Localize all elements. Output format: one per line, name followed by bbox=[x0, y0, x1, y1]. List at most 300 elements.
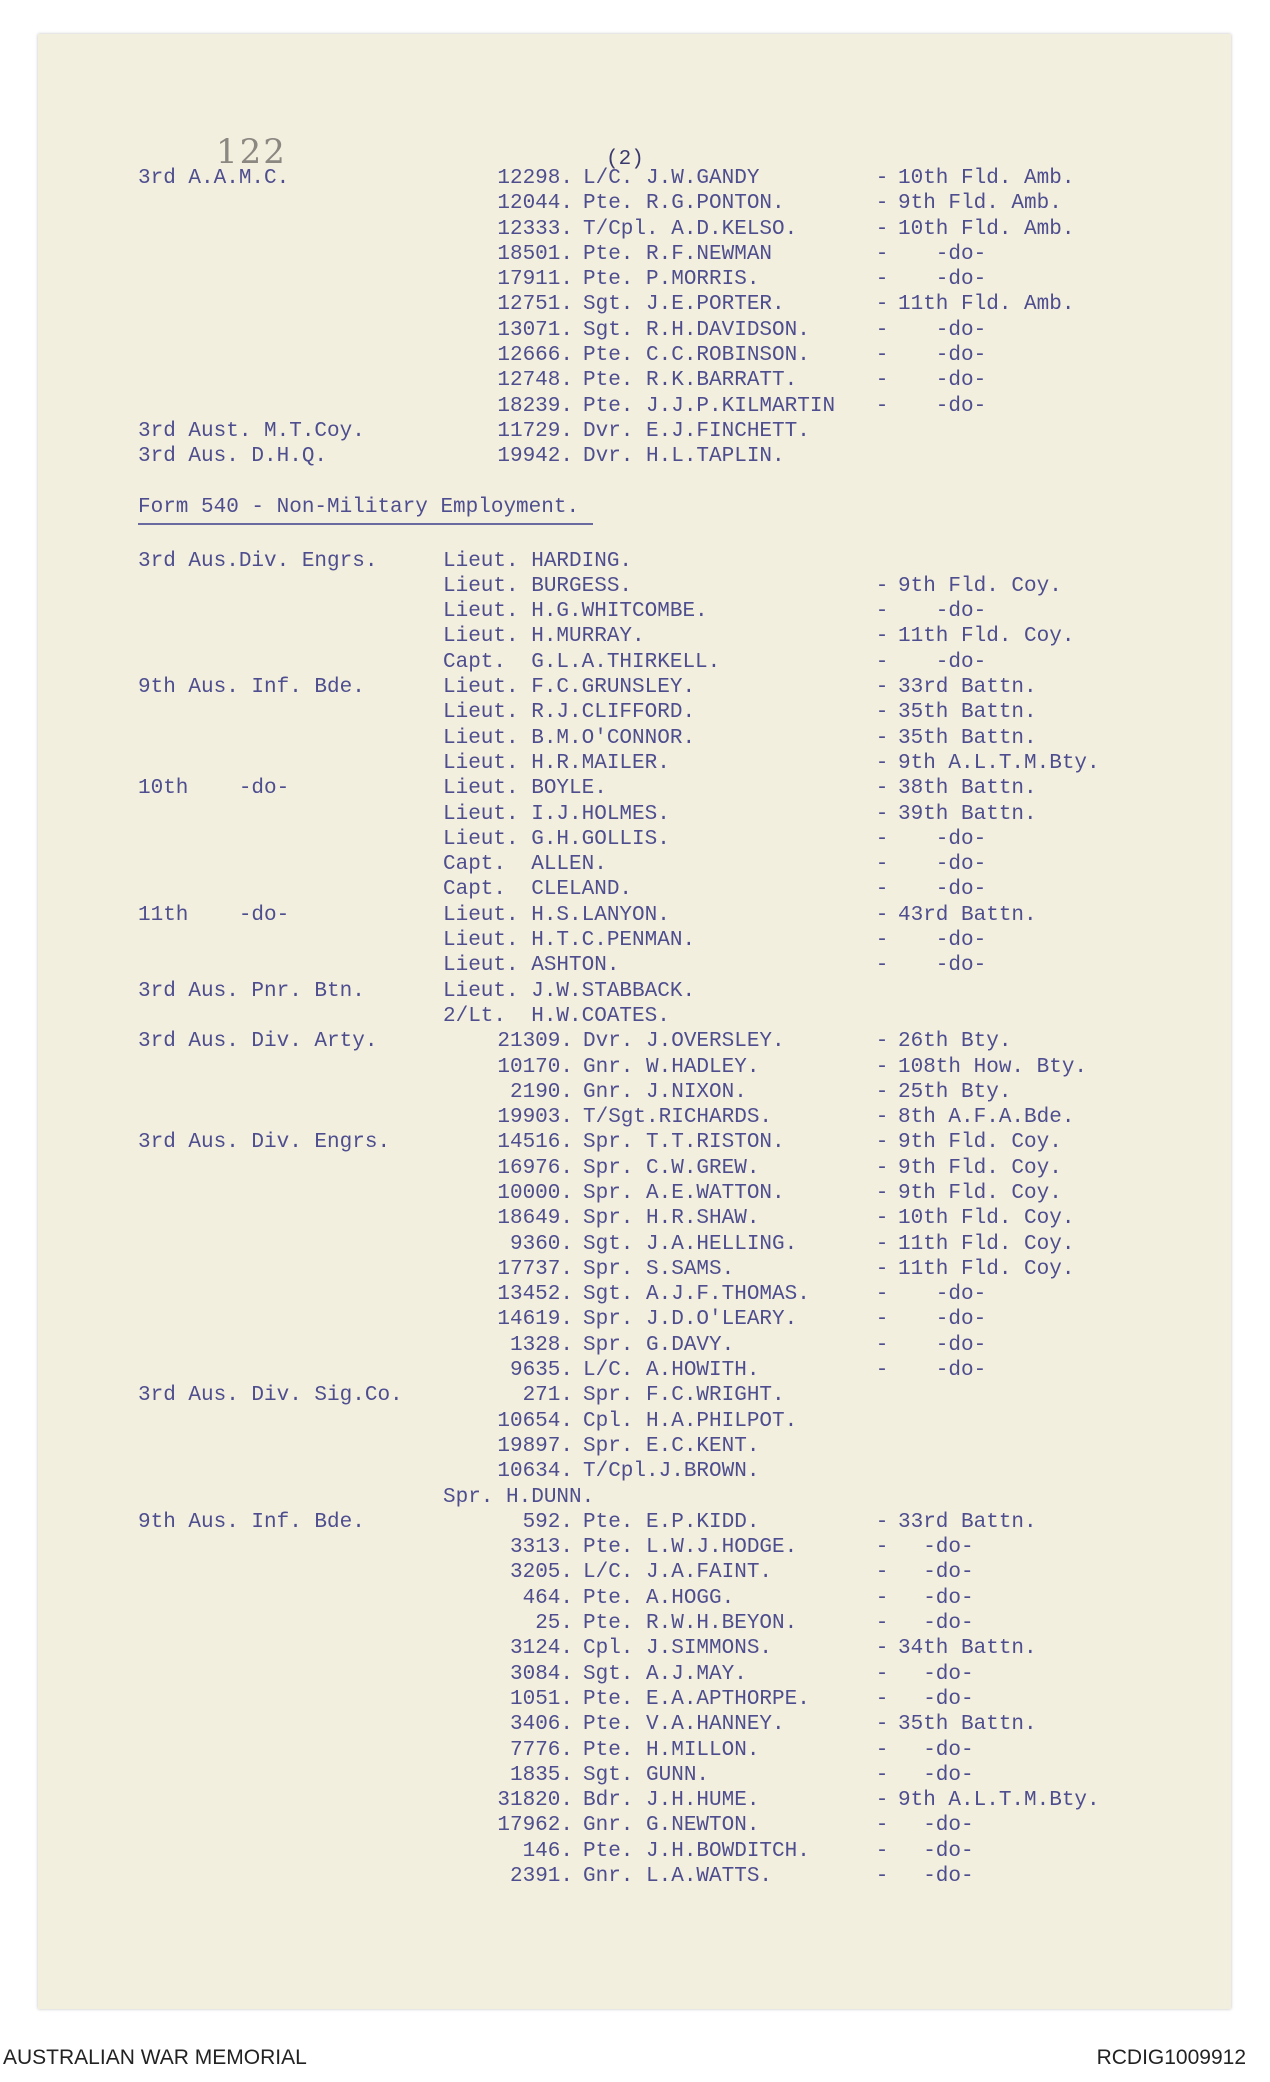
destination-unit: -do- bbox=[898, 1359, 987, 1383]
unit-name: 3rd Aus. Div. Arty. bbox=[138, 1030, 378, 1054]
list-item bbox=[138, 1130, 1218, 1155]
rank-and-name: Pte. E.P.KIDD. bbox=[583, 1510, 760, 1534]
destination-unit: -do- bbox=[898, 853, 987, 877]
section-officers bbox=[138, 549, 1218, 1030]
rank-and-name: Cpl. H.A.PHILPOT. bbox=[583, 1409, 798, 1433]
dash-separator: - bbox=[875, 777, 889, 801]
rank-and-name: T/Cpl.J.BROWN. bbox=[583, 1460, 760, 1484]
rank-and-name: Lieut. H.S.LANYON. bbox=[443, 903, 670, 927]
destination-unit: 10th Fld. Amb. bbox=[898, 167, 1075, 190]
service-number: 1835. bbox=[509, 1763, 573, 1787]
service-number: 10654. bbox=[497, 1409, 573, 1433]
list-item bbox=[138, 1232, 1218, 1257]
list-item bbox=[138, 1485, 1218, 1510]
destination-unit: -do- bbox=[898, 1283, 987, 1307]
dash-separator: - bbox=[875, 650, 889, 674]
dash-separator: - bbox=[875, 1156, 889, 1180]
dash-separator: - bbox=[875, 1536, 889, 1560]
rank-and-name: Lieut. ASHTON. bbox=[443, 954, 620, 978]
service-number: 13452. bbox=[497, 1283, 573, 1307]
unit-name: 3rd Aus. Pnr. Btn. bbox=[138, 979, 365, 1003]
rank-and-name: Sgt. A.J.MAY. bbox=[583, 1662, 747, 1686]
list-item bbox=[138, 953, 1218, 978]
list-item bbox=[138, 675, 1218, 700]
rank-and-name: Lieut. H.R.MAILER. bbox=[443, 751, 670, 775]
destination-unit: 34th Battn. bbox=[898, 1637, 1037, 1661]
dash-separator: - bbox=[875, 1510, 889, 1534]
list-item bbox=[138, 1333, 1218, 1358]
destination-unit: -do- bbox=[898, 1687, 974, 1711]
unit-name: 3rd Aust. M.T.Coy. bbox=[138, 419, 365, 443]
destination-unit: -do- bbox=[898, 1865, 974, 1888]
dash-separator: - bbox=[875, 318, 889, 342]
service-number: 18239. bbox=[497, 394, 573, 418]
rank-and-name: Dvr. J.OVERSLEY. bbox=[583, 1030, 785, 1054]
service-number: 17911. bbox=[497, 268, 573, 292]
dash-separator: - bbox=[875, 1106, 889, 1130]
destination-unit: -do- bbox=[898, 369, 987, 393]
service-number: 13071. bbox=[497, 318, 573, 342]
rank-and-name: Sgt. R.H.DAVIDSON. bbox=[583, 318, 810, 342]
dash-separator: - bbox=[875, 344, 889, 368]
footer-archive-name: AUSTRALIAN WAR MEMORIAL bbox=[3, 2046, 307, 2069]
rank-and-name: Pte. R.G.PONTON. bbox=[583, 192, 785, 216]
dash-separator: - bbox=[875, 574, 889, 598]
service-number: 10170. bbox=[497, 1055, 573, 1079]
dash-separator: - bbox=[875, 1030, 889, 1054]
destination-unit: -do- bbox=[898, 344, 987, 368]
dash-separator: - bbox=[875, 701, 889, 725]
dash-separator: - bbox=[875, 1181, 889, 1205]
list-item bbox=[138, 827, 1218, 852]
service-number: 10000. bbox=[497, 1181, 573, 1205]
rank-and-name: Spr. A.E.WATTON. bbox=[583, 1181, 785, 1205]
dash-separator: - bbox=[875, 1637, 889, 1661]
list-item bbox=[138, 368, 1218, 393]
list-item bbox=[138, 979, 1218, 1004]
list-item bbox=[138, 1510, 1218, 1535]
list-item bbox=[138, 650, 1218, 675]
dash-separator: - bbox=[875, 369, 889, 393]
service-number: 21309. bbox=[497, 1030, 573, 1054]
dash-separator: - bbox=[875, 1131, 889, 1155]
destination-unit: 9th Fld. Coy. bbox=[898, 1181, 1062, 1205]
destination-unit: 8th A.F.A.Bde. bbox=[898, 1106, 1075, 1130]
rank-and-name: Pte. R.F.NEWMAN bbox=[583, 242, 773, 266]
unit-name: 9th Aus. Inf. Bde. bbox=[138, 1510, 365, 1534]
service-number: 14619. bbox=[497, 1308, 573, 1332]
destination-unit: -do- bbox=[898, 650, 987, 674]
list-item bbox=[138, 343, 1218, 368]
destination-unit: -do- bbox=[898, 268, 987, 292]
list-item bbox=[138, 1662, 1218, 1687]
rank-and-name: Spr. E.C.KENT. bbox=[583, 1434, 760, 1458]
rank-and-name: Lieut. B.M.O'CONNOR. bbox=[443, 726, 696, 750]
destination-unit: -do- bbox=[898, 242, 987, 266]
list-item bbox=[138, 599, 1218, 624]
destination-unit: 11th Fld. Coy. bbox=[898, 1232, 1075, 1256]
service-number: 31820. bbox=[497, 1789, 573, 1813]
destination-unit: -do- bbox=[898, 394, 987, 418]
section-other-ranks bbox=[138, 1029, 1218, 1889]
destination-unit: 10th Fld. Coy. bbox=[898, 1207, 1075, 1231]
dash-separator: - bbox=[875, 1865, 889, 1888]
rank-and-name: Dvr. E.J.FINCHETT. bbox=[583, 419, 810, 443]
rank-and-name: L/C. J.W.GANDY bbox=[583, 167, 760, 190]
destination-unit: -do- bbox=[898, 1738, 974, 1762]
rank-and-name: Pte. R.K.BARRATT. bbox=[583, 369, 798, 393]
service-number: 2391. bbox=[509, 1865, 573, 1888]
service-number: 3406. bbox=[509, 1713, 573, 1737]
destination-unit: 9th A.L.T.M.Bty. bbox=[898, 751, 1100, 775]
rank-and-name: Pte. C.C.ROBINSON. bbox=[583, 344, 810, 368]
list-item bbox=[138, 700, 1218, 725]
destination-unit: 10th Fld. Amb. bbox=[898, 217, 1075, 241]
list-item bbox=[138, 877, 1218, 902]
list-item bbox=[138, 217, 1218, 242]
section-heading-row bbox=[138, 493, 1218, 525]
rank-and-name: Lieut. BOYLE. bbox=[443, 777, 607, 801]
destination-unit: 9th Fld. Coy. bbox=[898, 1131, 1062, 1155]
dash-separator: - bbox=[875, 929, 889, 953]
rank-and-name: Capt. CLELAND. bbox=[443, 878, 633, 902]
dash-separator: - bbox=[875, 192, 889, 216]
destination-unit: -do- bbox=[898, 827, 987, 851]
dash-separator: - bbox=[875, 1839, 889, 1863]
destination-unit: -do- bbox=[898, 1839, 974, 1863]
list-item bbox=[138, 1282, 1218, 1307]
dash-separator: - bbox=[875, 1055, 889, 1079]
list-item bbox=[138, 802, 1218, 827]
dash-separator: - bbox=[875, 167, 889, 190]
service-number: 18649. bbox=[497, 1207, 573, 1231]
list-item bbox=[138, 1586, 1218, 1611]
destination-unit: 43rd Battn. bbox=[898, 903, 1037, 927]
destination-unit: 33rd Battn. bbox=[898, 1510, 1037, 1534]
service-number: 3205. bbox=[509, 1561, 573, 1585]
rank-and-name: L/C. J.A.FAINT. bbox=[583, 1561, 773, 1585]
service-number: 12748. bbox=[497, 369, 573, 393]
rank-and-name: Lieut. BURGESS. bbox=[443, 574, 633, 598]
list-item bbox=[138, 1055, 1218, 1080]
dash-separator: - bbox=[875, 676, 889, 700]
list-item bbox=[138, 1156, 1218, 1181]
list-item bbox=[138, 852, 1218, 877]
dash-separator: - bbox=[875, 1232, 889, 1256]
service-number: 3313. bbox=[509, 1536, 573, 1560]
dash-separator: - bbox=[875, 1308, 889, 1332]
list-item bbox=[138, 1383, 1218, 1408]
destination-unit: -do- bbox=[898, 1333, 987, 1357]
list-item bbox=[138, 1788, 1218, 1813]
list-item bbox=[138, 1029, 1218, 1054]
dash-separator: - bbox=[875, 1257, 889, 1281]
dash-separator: - bbox=[875, 802, 889, 826]
list-item bbox=[138, 1434, 1218, 1459]
service-number: 11729. bbox=[497, 419, 573, 443]
list-item bbox=[138, 776, 1218, 801]
dash-separator: - bbox=[875, 1814, 889, 1838]
rank-and-name: Spr. H.R.SHAW. bbox=[583, 1207, 760, 1231]
destination-unit: -do- bbox=[898, 1612, 974, 1636]
unit-name: 10th -do- bbox=[138, 777, 290, 801]
destination-unit: 9th Fld. Amb. bbox=[898, 192, 1062, 216]
dash-separator: - bbox=[875, 1713, 889, 1737]
service-number: 592. bbox=[522, 1510, 573, 1534]
rank-and-name: 2/Lt. H.W.COATES. bbox=[443, 1004, 670, 1028]
rank-and-name: Gnr. W.HADLEY. bbox=[583, 1055, 760, 1079]
dash-separator: - bbox=[875, 1561, 889, 1585]
list-item bbox=[138, 1560, 1218, 1585]
rank-and-name: Gnr. G.NEWTON. bbox=[583, 1814, 760, 1838]
service-number: 2190. bbox=[509, 1080, 573, 1104]
list-item bbox=[138, 1181, 1218, 1206]
destination-unit: -do- bbox=[898, 1662, 974, 1686]
list-item bbox=[138, 1358, 1218, 1383]
service-number: 3124. bbox=[509, 1637, 573, 1661]
list-item bbox=[138, 1307, 1218, 1332]
destination-unit: -do- bbox=[898, 318, 987, 342]
list-item bbox=[138, 292, 1218, 317]
list-item bbox=[138, 751, 1218, 776]
rank-and-name: Pte. P.MORRIS. bbox=[583, 268, 760, 292]
destination-unit: 35th Battn. bbox=[898, 1713, 1037, 1737]
rank-and-name: Cpl. J.SIMMONS. bbox=[583, 1637, 773, 1661]
service-number: 271. bbox=[522, 1384, 573, 1408]
list-item bbox=[138, 1409, 1218, 1434]
list-item bbox=[138, 1813, 1218, 1838]
service-number: 7776. bbox=[509, 1738, 573, 1762]
rank-and-name: Pte. R.W.H.BEYON. bbox=[583, 1612, 798, 1636]
unit-name: 3rd A.A.M.C. bbox=[138, 167, 290, 190]
service-number: 12751. bbox=[497, 293, 573, 317]
dash-separator: - bbox=[875, 827, 889, 851]
service-number: 464. bbox=[522, 1586, 573, 1610]
list-item bbox=[138, 903, 1218, 928]
service-number: 12333. bbox=[497, 217, 573, 241]
rank-and-name: Sgt. A.J.F.THOMAS. bbox=[583, 1283, 810, 1307]
unit-name: 11th -do- bbox=[138, 903, 290, 927]
service-number: 19942. bbox=[497, 445, 573, 469]
service-number: 17737. bbox=[497, 1257, 573, 1281]
rank-and-name: Lieut. HARDING. bbox=[443, 549, 633, 573]
service-number: 17962. bbox=[497, 1814, 573, 1838]
service-number: 9635. bbox=[509, 1359, 573, 1383]
dash-separator: - bbox=[875, 954, 889, 978]
dash-separator: - bbox=[875, 1662, 889, 1686]
service-number: 12298. bbox=[497, 167, 573, 190]
destination-unit: 39th Battn. bbox=[898, 802, 1037, 826]
destination-unit: 26th Bty. bbox=[898, 1030, 1012, 1054]
list-item bbox=[138, 574, 1218, 599]
dash-separator: - bbox=[875, 242, 889, 266]
destination-unit: 9th Fld. Coy. bbox=[898, 1156, 1062, 1180]
destination-unit: 108th How. Bty. bbox=[898, 1055, 1088, 1079]
list-item bbox=[138, 191, 1218, 216]
dash-separator: - bbox=[875, 726, 889, 750]
folio-number: 122 bbox=[216, 132, 287, 172]
destination-unit: -do- bbox=[898, 600, 987, 624]
service-number: 19903. bbox=[497, 1106, 573, 1130]
unit-name: 3rd Aus. Div. Engrs. bbox=[138, 1131, 391, 1155]
list-item bbox=[138, 1712, 1218, 1737]
dash-separator: - bbox=[875, 600, 889, 624]
destination-unit: 35th Battn. bbox=[898, 726, 1037, 750]
list-item bbox=[138, 1105, 1218, 1130]
section-medical-corps bbox=[138, 166, 1218, 470]
dash-separator: - bbox=[875, 1333, 889, 1357]
rank-and-name: Sgt. GUNN. bbox=[583, 1763, 710, 1787]
list-item bbox=[138, 1687, 1218, 1712]
unit-name: 3rd Aus.Div. Engrs. bbox=[138, 549, 378, 573]
dash-separator: - bbox=[875, 1612, 889, 1636]
destination-unit: -do- bbox=[898, 1561, 974, 1585]
rank-and-name: L/C. A.HOWITH. bbox=[583, 1359, 760, 1383]
rank-and-name: Sgt. J.E.PORTER. bbox=[583, 293, 785, 317]
rank-and-name: Capt. ALLEN. bbox=[443, 853, 607, 877]
rank-and-name: Pte. J.H.BOWDITCH. bbox=[583, 1839, 810, 1863]
rank-and-name: T/Sgt.RICHARDS. bbox=[583, 1106, 773, 1130]
destination-unit: -do- bbox=[898, 1308, 987, 1332]
destination-unit: -do- bbox=[898, 1586, 974, 1610]
rank-and-name: Lieut. F.C.GRUNSLEY. bbox=[443, 676, 696, 700]
service-number: 19897. bbox=[497, 1434, 573, 1458]
list-item bbox=[138, 1611, 1218, 1636]
list-item bbox=[138, 1080, 1218, 1105]
rank-and-name: Pte. J.J.P.KILMARTIN bbox=[583, 394, 836, 418]
list-item bbox=[138, 394, 1218, 419]
list-item bbox=[138, 928, 1218, 953]
service-number: 1051. bbox=[509, 1687, 573, 1711]
destination-unit: -do- bbox=[898, 929, 987, 953]
rank-and-name: Spr. H.DUNN. bbox=[443, 1485, 595, 1509]
rank-and-name: Capt. G.L.A.THIRKELL. bbox=[443, 650, 721, 674]
service-number: 1328. bbox=[509, 1333, 573, 1357]
rank-and-name: Lieut. R.J.CLIFFORD. bbox=[443, 701, 696, 725]
rank-and-name: Lieut. H.T.C.PENMAN. bbox=[443, 929, 696, 953]
destination-unit: 33rd Battn. bbox=[898, 676, 1037, 700]
destination-unit: -do- bbox=[898, 1814, 974, 1838]
destination-unit: 9th A.L.T.M.Bty. bbox=[898, 1789, 1100, 1813]
rank-and-name: Pte. V.A.HANNEY. bbox=[583, 1713, 785, 1737]
rank-and-name: Spr. S.SAMS. bbox=[583, 1257, 735, 1281]
dash-separator: - bbox=[875, 293, 889, 317]
dash-separator: - bbox=[875, 1789, 889, 1813]
rank-and-name: T/Cpl. A.D.KELSO. bbox=[583, 217, 798, 241]
list-item bbox=[138, 1535, 1218, 1560]
rank-and-name: Dvr. H.L.TAPLIN. bbox=[583, 445, 785, 469]
rank-and-name: Spr. T.T.RISTON. bbox=[583, 1131, 785, 1155]
dash-separator: - bbox=[875, 394, 889, 418]
unit-name: 9th Aus. Inf. Bde. bbox=[138, 676, 365, 700]
list-item bbox=[138, 1004, 1218, 1029]
rank-and-name: Lieut. G.H.GOLLIS. bbox=[443, 827, 670, 851]
rank-and-name: Spr. J.D.O'LEARY. bbox=[583, 1308, 798, 1332]
service-number: 18501. bbox=[497, 242, 573, 266]
rank-and-name: Spr. C.W.GREW. bbox=[583, 1156, 760, 1180]
list-item bbox=[138, 1763, 1218, 1788]
service-number: 25. bbox=[535, 1612, 573, 1636]
rank-and-name: Lieut. H.MURRAY. bbox=[443, 625, 645, 649]
destination-unit: 11th Fld. Coy. bbox=[898, 1257, 1075, 1281]
rank-and-name: Spr. G.DAVY. bbox=[583, 1333, 735, 1357]
rank-and-name: Pte. L.W.J.HODGE. bbox=[583, 1536, 798, 1560]
list-item bbox=[138, 419, 1218, 444]
footer-record-id: RCDIG1009912 bbox=[1096, 2046, 1246, 2069]
service-number: 9360. bbox=[509, 1232, 573, 1256]
service-number: 14516. bbox=[497, 1131, 573, 1155]
destination-unit: -do- bbox=[898, 878, 987, 902]
dash-separator: - bbox=[875, 217, 889, 241]
rank-and-name: Spr. F.C.WRIGHT. bbox=[583, 1384, 785, 1408]
rank-and-name: Pte. H.MILLON. bbox=[583, 1738, 760, 1762]
destination-unit: -do- bbox=[898, 1536, 974, 1560]
list-item bbox=[138, 267, 1218, 292]
list-item bbox=[138, 726, 1218, 751]
service-number: 146. bbox=[522, 1839, 573, 1863]
destination-unit: 9th Fld. Coy. bbox=[898, 574, 1062, 598]
list-item bbox=[138, 1206, 1218, 1231]
list-item bbox=[138, 1257, 1218, 1282]
dash-separator: - bbox=[875, 853, 889, 877]
list-item bbox=[138, 1459, 1218, 1484]
dash-separator: - bbox=[875, 625, 889, 649]
unit-name: 3rd Aus. Div. Sig.Co. bbox=[138, 1384, 403, 1408]
destination-unit: 35th Battn. bbox=[898, 701, 1037, 725]
document-body bbox=[138, 166, 1218, 1889]
dash-separator: - bbox=[875, 1283, 889, 1307]
rank-and-name: Lieut. I.J.HOLMES. bbox=[443, 802, 670, 826]
dash-separator: - bbox=[875, 268, 889, 292]
list-item bbox=[138, 318, 1218, 343]
dash-separator: - bbox=[875, 1207, 889, 1231]
rank-and-name: Lieut. H.G.WHITCOMBE. bbox=[443, 600, 708, 624]
dash-separator: - bbox=[875, 903, 889, 927]
dash-separator: - bbox=[875, 1763, 889, 1787]
dash-separator: - bbox=[875, 1738, 889, 1762]
service-number: 12044. bbox=[497, 192, 573, 216]
destination-unit: 25th Bty. bbox=[898, 1080, 1012, 1104]
list-item bbox=[138, 1839, 1218, 1864]
rank-and-name: Pte. E.A.APTHORPE. bbox=[583, 1687, 810, 1711]
dash-separator: - bbox=[875, 1359, 889, 1383]
list-item bbox=[138, 549, 1218, 574]
service-number: 16976. bbox=[497, 1156, 573, 1180]
service-number: 12666. bbox=[497, 344, 573, 368]
destination-unit: 11th Fld. Coy. bbox=[898, 625, 1075, 649]
destination-unit: -do- bbox=[898, 954, 987, 978]
list-item bbox=[138, 242, 1218, 267]
dash-separator: - bbox=[875, 1586, 889, 1610]
rank-and-name: Bdr. J.H.HUME. bbox=[583, 1789, 760, 1813]
destination-unit: 11th Fld. Amb. bbox=[898, 293, 1075, 317]
dash-separator: - bbox=[875, 751, 889, 775]
rank-and-name: Gnr. J.NIXON. bbox=[583, 1080, 747, 1104]
dash-separator: - bbox=[875, 1080, 889, 1104]
list-item bbox=[138, 1636, 1218, 1661]
destination-unit: 38th Battn. bbox=[898, 777, 1037, 801]
service-number: 10634. bbox=[497, 1460, 573, 1484]
list-item bbox=[138, 624, 1218, 649]
list-item bbox=[138, 1864, 1218, 1889]
service-number: 3084. bbox=[509, 1662, 573, 1686]
rank-and-name: Sgt. J.A.HELLING. bbox=[583, 1232, 798, 1256]
rank-and-name: Gnr. L.A.WATTS. bbox=[583, 1865, 773, 1888]
list-item bbox=[138, 444, 1218, 469]
dash-separator: - bbox=[875, 1687, 889, 1711]
page-number: (2) bbox=[606, 148, 644, 171]
unit-name: 3rd Aus. D.H.Q. bbox=[138, 445, 328, 469]
